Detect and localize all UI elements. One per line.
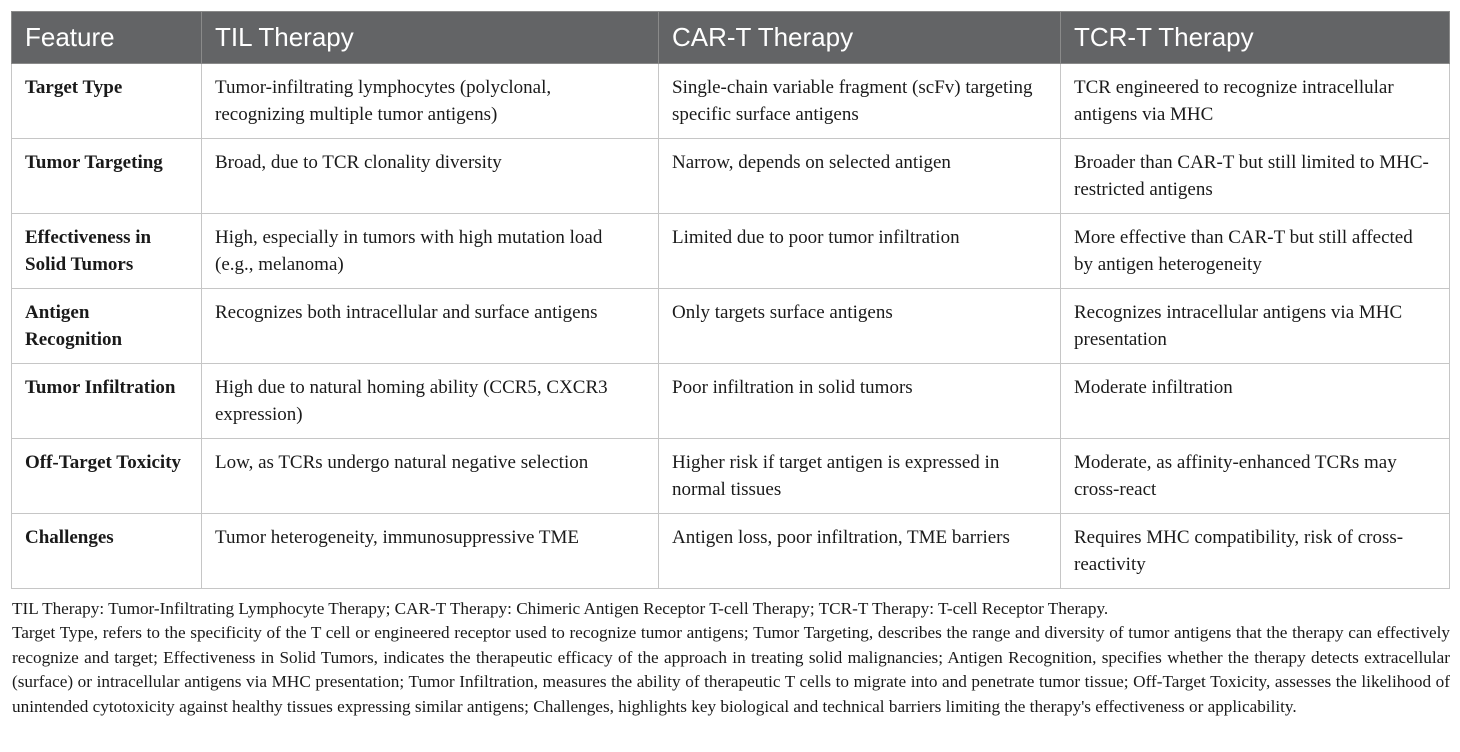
til-cell: Recognizes both intracellular and surface antigens xyxy=(202,289,659,364)
abbreviations-note: TIL Therapy: Tumor-Infiltrating Lymphocyte Therapy; CAR-T Therapy: Chimeric Antigen Receptor T-cell Therapy; TCR-T Therapy: T-cell Receptor Therapy. xyxy=(12,599,1109,618)
feature-cell: Tumor Targeting xyxy=(12,139,202,214)
tcr-t-cell: Moderate infiltration xyxy=(1061,364,1450,439)
feature-cell: Effectiveness in Solid Tumors xyxy=(12,214,202,289)
feature-cell: Challenges xyxy=(12,514,202,589)
car-t-cell: Poor infiltration in solid tumors xyxy=(659,364,1061,439)
table-row xyxy=(12,514,1450,589)
table-body xyxy=(12,64,1450,589)
tcr-t-cell: Requires MHC compatibility, risk of cross-reactivity xyxy=(1061,514,1450,589)
table-row xyxy=(12,139,1450,214)
til-cell: High, especially in tumors with high mutation load (e.g., melanoma) xyxy=(202,214,659,289)
header-til-therapy: TIL Therapy xyxy=(202,12,659,64)
table-row xyxy=(12,289,1450,364)
header-row xyxy=(12,12,1450,64)
til-cell: Broad, due to TCR clonality diversity xyxy=(202,139,659,214)
car-t-cell: Limited due to poor tumor infiltration xyxy=(659,214,1061,289)
table-row xyxy=(12,214,1450,289)
car-t-cell: Antigen loss, poor infiltration, TME barriers xyxy=(659,514,1061,589)
car-t-cell: Narrow, depends on selected antigen xyxy=(659,139,1061,214)
til-cell: Tumor heterogeneity, immunosuppressive TME xyxy=(202,514,659,589)
tcr-t-cell: TCR engineered to recognize intracellular antigens via MHC xyxy=(1061,64,1450,139)
til-cell: Tumor-infiltrating lymphocytes (polyclonal, recognizing multiple tumor antigens) xyxy=(202,64,659,139)
tcr-t-cell: Recognizes intracellular antigens via MHC presentation xyxy=(1061,289,1450,364)
comparison-table-container xyxy=(11,11,1449,589)
comparison-table xyxy=(11,11,1450,589)
feature-cell: Antigen Recognition xyxy=(12,289,202,364)
header-tcr-t-therapy: TCR-T Therapy xyxy=(1061,12,1450,64)
car-t-cell: Only targets surface antigens xyxy=(659,289,1061,364)
til-cell: High due to natural homing ability (CCR5, CXCR3 expression) xyxy=(202,364,659,439)
definitions-note: Target Type, refers to the specificity of the T cell or engineered receptor used to recognize tumor antigens; Tumor Targeting, describes the range and diversity of tumor antigens that the therapy can effectively recognize and target; Effectiveness in Solid Tumors, indicates the therapeutic efficacy of the approach in treating solid malignancies; Antigen Recognition, specifies whether the therapy detects extracellular (surface) or intracellular antigens via MHC presentation; Tumor Infiltration, measures the ability of therapeutic T cells to migrate into and penetrate tumor tissue; Off-Target Toxicity, assesses the likelihood of unintended cytotoxicity against healthy tissues expressing similar antigens; Challenges, highlights key biological and technical barriers limiting the therapy's effectiveness or applicability. xyxy=(12,623,1450,716)
car-t-cell: Higher risk if target antigen is expressed in normal tissues xyxy=(659,439,1061,514)
table-row xyxy=(12,64,1450,139)
table-row xyxy=(12,364,1450,439)
tcr-t-cell: More effective than CAR-T but still affected by antigen heterogeneity xyxy=(1061,214,1450,289)
feature-cell: Target Type xyxy=(12,64,202,139)
table-footnotes xyxy=(12,597,1450,719)
header-car-t-therapy: CAR-T Therapy xyxy=(659,12,1061,64)
table-header xyxy=(12,12,1450,64)
table-row xyxy=(12,439,1450,514)
tcr-t-cell: Broader than CAR-T but still limited to MHC-restricted antigens xyxy=(1061,139,1450,214)
feature-cell: Off-Target Toxicity xyxy=(12,439,202,514)
tcr-t-cell: Moderate, as affinity-enhanced TCRs may cross-react xyxy=(1061,439,1450,514)
header-feature: Feature xyxy=(12,12,202,64)
feature-cell: Tumor Infiltration xyxy=(12,364,202,439)
til-cell: Low, as TCRs undergo natural negative selection xyxy=(202,439,659,514)
car-t-cell: Single-chain variable fragment (scFv) targeting specific surface antigens xyxy=(659,64,1061,139)
